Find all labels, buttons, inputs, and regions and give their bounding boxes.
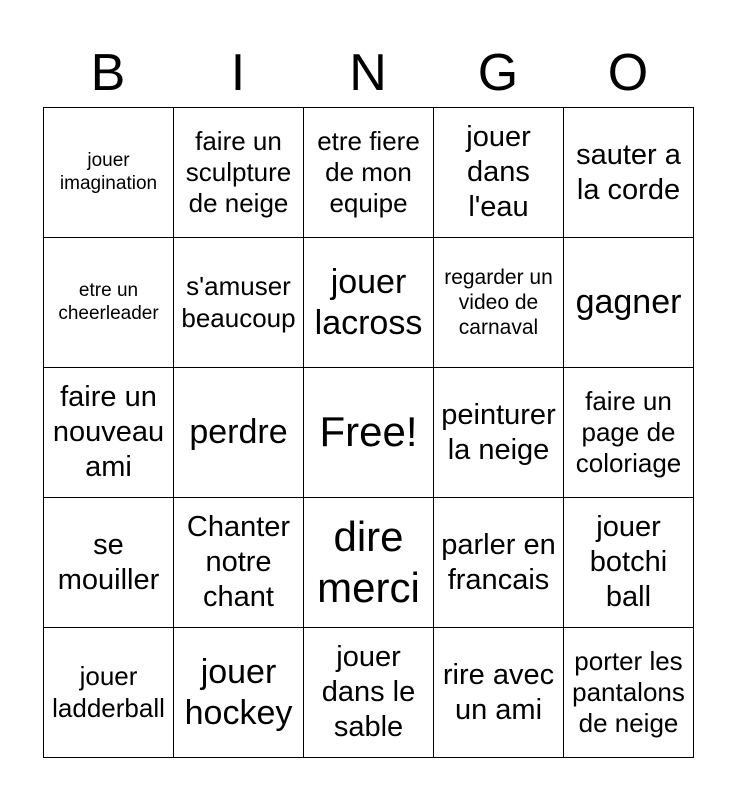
header-letter-i: I xyxy=(230,44,246,102)
bingo-cell: peinturer la neige xyxy=(434,368,564,498)
bingo-cell: jouer lacross xyxy=(304,238,434,368)
bingo-cell: faire un nouveau ami xyxy=(44,368,174,498)
header-letter-n: N xyxy=(349,44,387,102)
bingo-cell: porter les pantalons de neige xyxy=(564,628,694,758)
bingo-cell: faire un sculpture de neige xyxy=(174,108,304,238)
bingo-cell: se mouiller xyxy=(44,498,174,628)
board-row xyxy=(44,238,694,368)
board-row xyxy=(44,628,694,758)
bingo-cell: jouer imagination xyxy=(44,108,174,238)
bingo-header xyxy=(43,38,693,108)
header-letter-b: B xyxy=(90,44,126,102)
board-row xyxy=(44,368,694,498)
bingo-cell: etre fiere de mon equipe xyxy=(304,108,434,238)
bingo-cell: rire avec un ami xyxy=(434,628,564,758)
bingo-cell: jouer ladderball xyxy=(44,628,174,758)
bingo-cell: parler en francais xyxy=(434,498,564,628)
bingo-cell: sauter a la corde xyxy=(564,108,694,238)
bingo-cell: s'amuser beaucoup xyxy=(174,238,304,368)
header-letter-g: G xyxy=(477,44,519,102)
bingo-cell: perdre xyxy=(174,368,304,498)
bingo-cell: jouer hockey xyxy=(174,628,304,758)
bingo-cell: regarder un video de carnaval xyxy=(434,238,564,368)
board-row xyxy=(44,498,694,628)
bingo-board xyxy=(43,107,694,758)
bingo-cell: gagner xyxy=(564,238,694,368)
board-row xyxy=(44,108,694,238)
bingo-cell: jouer dans le sable xyxy=(304,628,434,758)
bingo-cell: jouer dans l'eau xyxy=(434,108,564,238)
bingo-cell: dire merci xyxy=(304,498,434,628)
bingo-cell: etre un cheerleader xyxy=(44,238,174,368)
bingo-cell: faire un page de coloriage xyxy=(564,368,694,498)
bingo-cell: jouer botchi ball xyxy=(564,498,694,628)
free-space-cell: Free! xyxy=(304,368,434,498)
header-letter-o: O xyxy=(607,44,649,102)
bingo-cell: Chanter notre chant xyxy=(174,498,304,628)
